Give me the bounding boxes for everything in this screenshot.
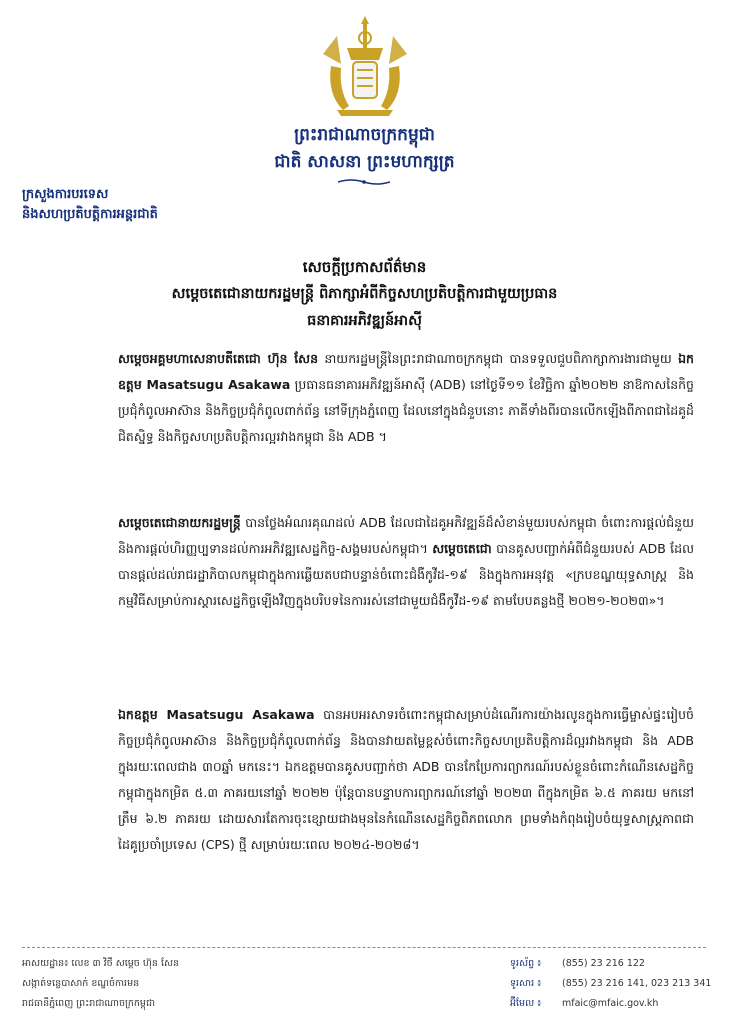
fax-value: (855) 23 216 141, 023 213 341 xyxy=(562,978,712,989)
body-paragraph-1 xyxy=(118,346,694,450)
phone-label: ទូរស័ព្ទ ៖ xyxy=(510,958,542,969)
press-release-title: សេចក្តីប្រកាសព័ត៌មាន xyxy=(302,258,427,276)
p2-text-a: បានថ្លែងអំណរគុណដល់ ADB ដែលជាដៃគូអភិវឌ្ឍន៍ដ៏សំខាន់មួយរបស់កម្ពុជា ចំពោះការផ្តល់ជំនួយ និងការផ្តល់ហិរញ្ញប្បទានដល់ការអភិវឌ្ឍសេដ្ឋកិច្ច-សង្គមរបស់កម្ពុជា។ xyxy=(118,515,694,556)
address-line1: អាសយដ្ឋាន៖ លេខ ៣ វិថី សម្តេច ហ៊ុន សែន xyxy=(22,958,180,969)
ornament-divider xyxy=(338,178,390,186)
p2-lead-name: សម្តេចតេជោនាយករដ្ឋមន្ត្រី xyxy=(118,515,241,530)
headline-line2: ធនាគារអភិវឌ្ឍន៍អាស៊ី xyxy=(307,313,422,329)
footer-contacts xyxy=(510,954,711,1014)
email-row xyxy=(510,994,711,1014)
body-paragraph-3 xyxy=(118,702,694,858)
p3-lead-name: ឯកឧត្តម Masatsugu Asakawa xyxy=(118,707,315,722)
ministry-name-line1: ក្រសួងការបរទេស xyxy=(22,187,109,202)
national-motto: ជាតិ សាសនា ព្រះមហាក្សត្រ xyxy=(274,152,455,172)
ministry-name-line2: និងសហប្រតិបត្តិការអន្តរជាតិ xyxy=(22,207,158,222)
fax-row xyxy=(510,974,711,994)
email-label: អ៊ីមែល ៖ xyxy=(510,998,542,1009)
royal-coat-of-arms-emblem xyxy=(317,14,413,118)
headline-line1: សម្តេចតេជោនាយករដ្ឋមន្ត្រី ពិភាក្សាអំពីកិច្ចសហប្រតិបត្តិការជាមួយប្រធាន xyxy=(171,286,558,302)
footer-divider xyxy=(22,947,706,948)
address-line3: រាជធានីភ្នំពេញ ព្រះរាជាណាចក្រកម្ពុជា xyxy=(22,998,155,1009)
p1-guest-name: ឯកឧត្តម Masatsugu Asakawa xyxy=(118,351,694,392)
footer-address xyxy=(22,954,179,1014)
fax-label: ទូរសារ ៖ xyxy=(510,978,542,989)
phone-value: (855) 23 216 122 xyxy=(562,958,645,969)
phone-row xyxy=(510,954,711,974)
p1-lead-name: សម្តេចអគ្គមហាសេនាបតីតេជោ ហ៊ុន សែន xyxy=(118,351,318,366)
p2-text-c: បានគូសបញ្ជាក់អំពីជំនួយរបស់ ADB ដែលបានផ្តល់ដល់រាជរដ្ឋាភិបាលកម្ពុជាក្នុងការឆ្លើយតបជាបន្ទាន់ចំពោះជំងឺកូវីដ-១៩ និងក្នុងការអនុវត្ត «ក្របខណ្ឌយុទ្ធសាស្ត្រ និងកម្មវិធីសម្រាប់ការស្តារសេដ្ឋកិច្ចឡើងវិញក្នុងបរិបទនៃការរស់នៅជាមួយជំងឺកូវីដ-១៩ តាមបែបគន្លងថ្មី ២០២១-២០២៣»។ xyxy=(118,541,694,608)
address-line2: សង្កាត់ទន្លេបាសាក់ ខណ្ឌចំការមន xyxy=(22,978,140,989)
p2-inline-name: សម្តេចតេជោ xyxy=(432,541,492,556)
p1-text-a: នាយករដ្ឋមន្ត្រីនៃព្រះរាជាណាចក្រកម្ពុជា បានទទួលជួបពិភាក្សាការងារជាមួយ xyxy=(318,351,679,366)
kingdom-heading: ព្រះរាជាណាចក្រកម្ពុជា xyxy=(294,125,435,145)
email-value[interactable]: mfaic@mfaic.gov.kh xyxy=(562,998,659,1009)
p1-text-c: ប្រធានធនាគារអភិវឌ្ឍន៍អាស៊ី (ADB) នៅថ្ងៃទី១១ ខែវិច្ឆិកា ឆ្នាំ២០២២ នាឱកាសនៃកិច្ចប្រជុំកំពូលអាស៊ាន និងកិច្ចប្រជុំកំពូលពាក់ព័ន្ធ នៅទីក្រុងភ្នំពេញ ដែលនៅក្នុងជំនួបនោះ ភាគីទាំងពីរបានលើកឡើងពីភាពជាដៃគូដ៏ជិតស្និទ្ធ និងកិច្ចសហប្រតិបត្តិការល្អរវាងកម្ពុជា និង ADB ។ xyxy=(118,377,694,444)
p3-text-a: បានអបអរសាទរចំពោះកម្ពុជាសម្រាប់ដំណើរការយ៉ាងរលូនក្នុងការធ្វើម្ចាស់ផ្ទះរៀបចំកិច្ចប្រជុំកំពូលអាស៊ាន និងកិច្ចប្រជុំកំពូលពាក់ព័ន្ធ និងបានវាយតម្លៃខ្ពស់ចំពោះកិច្ចសហប្រតិបត្តិការដ៏ល្អរវាងកម្ពុជា និង ADB ក្នុងរយៈពេលជាង ៣០ឆ្នាំ មកនេះ។ ឯកឧត្តមបានគូសបញ្ជាក់ថា ADB បានកែប្រែការព្យាករណ៍របស់ខ្លួនចំពោះកំណើនសេដ្ឋកិច្ចកម្ពុជាក្នុងកម្រិត ៥.៣ ភាគរយនៅឆ្នាំ ២០២២ ប៉ុន្តែបានបន្ទាបការព្យាករណ៍នៅឆ្នាំ ២០២៣ ពីក្នុងកម្រិត ៦.៥ ភាគរយ មកនៅត្រឹម ៦.២ ភាគរយ ដោយសារតែការចុះខ្សោយជាងមុននៃកំណើនសេដ្ឋកិច្ចពិភពលោក ព្រមទាំងកំពុងរៀបចំយុទ្ធសាស្ត្រភាពជាដៃគូប្រចាំប្រទេស (CPS) ថ្មី សម្រាប់រយៈពេល ២០២៤-២០២៨។ xyxy=(118,707,694,852)
body-paragraph-2 xyxy=(118,510,694,614)
